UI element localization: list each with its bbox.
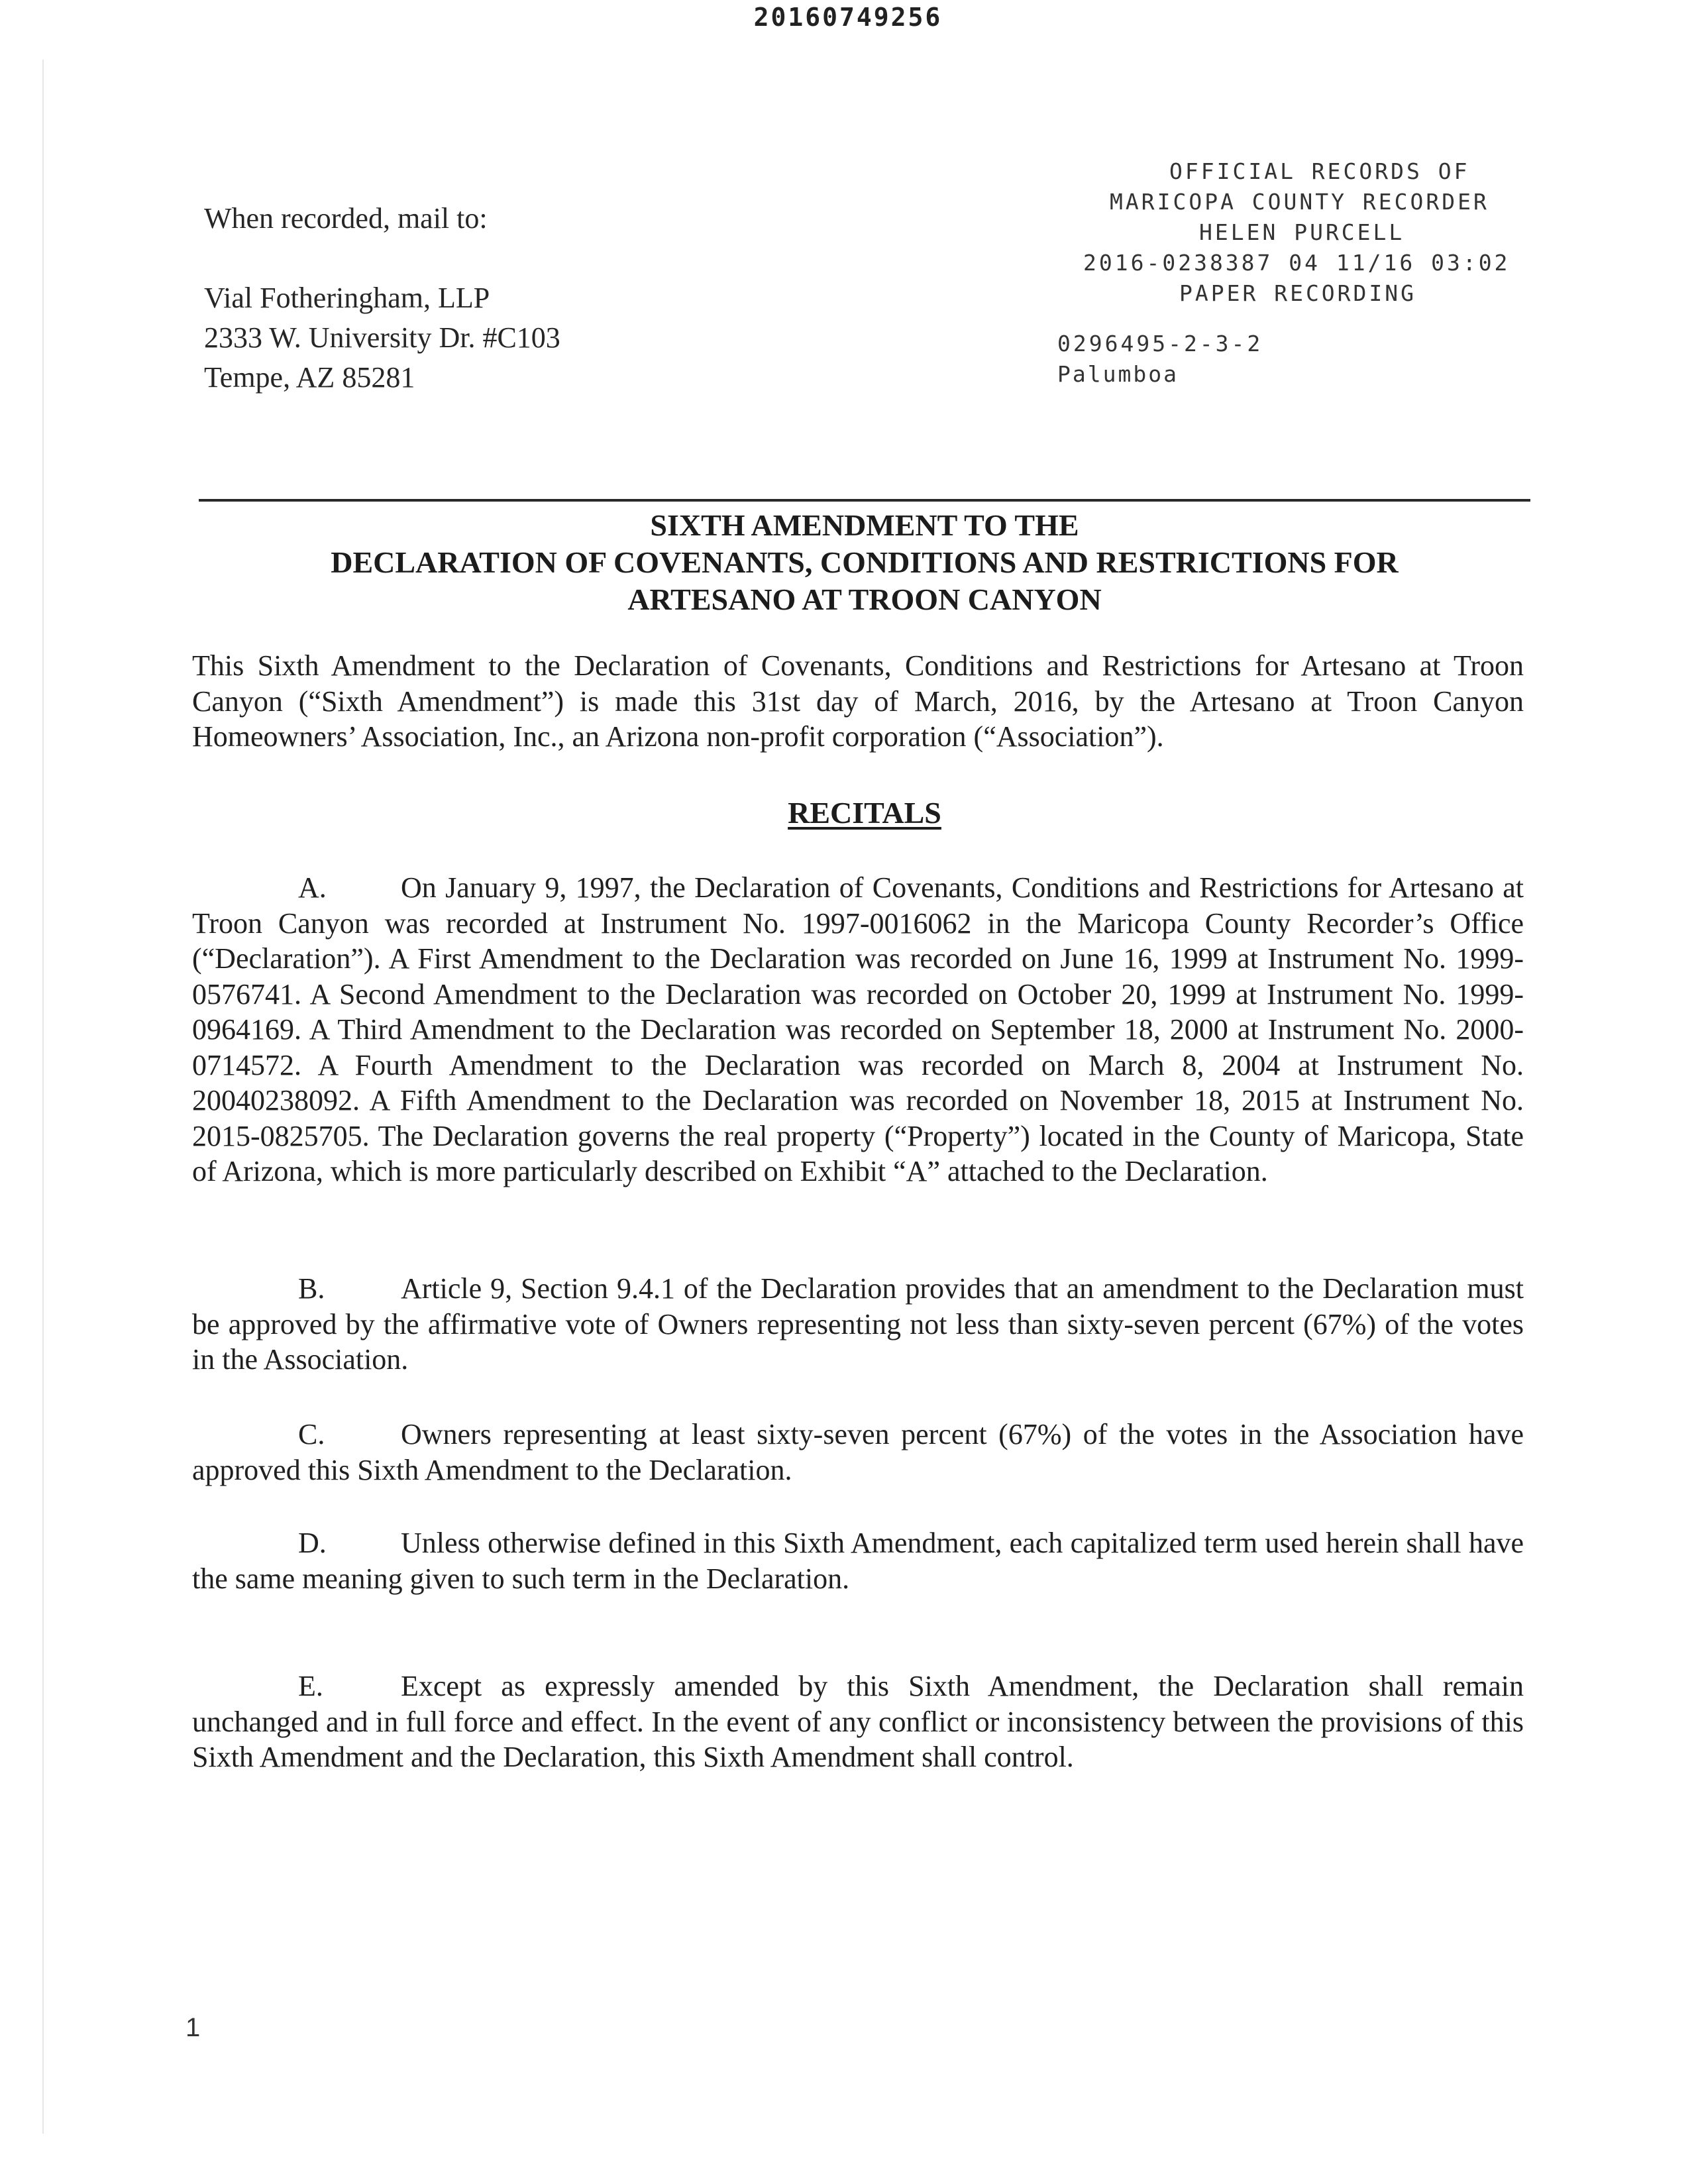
document-title: [199, 507, 1530, 618]
stamp-line-paper: PAPER RECORDING: [1179, 280, 1417, 306]
recital-marker: E.: [298, 1670, 323, 1702]
recital-a: [192, 870, 1524, 1189]
recorder-stamp: [1053, 156, 1557, 390]
recital-marker: B.: [298, 1272, 325, 1305]
intro-paragraph: This Sixth Amendment to the Declaration of Covenants, Conditions and Restrictions for Artesano at Troon Canyon (“Sixth Amendment”) is made this 31st day of March, 2016, by the Artesano at Troon Canyon Homeowners’ Association, Inc., an Arizona non-profit corporation (“Association”).: [192, 649, 1524, 753]
page-number: 1: [186, 2013, 201, 2042]
recital-e: [192, 1668, 1524, 1775]
mail-to-label: When recorded, mail to:: [204, 202, 488, 235]
mail-to-name: Vial Fotheringham, LLP: [204, 282, 490, 314]
stamp-line-recorder-name: HELEN PURCELL: [1199, 219, 1405, 245]
title-rule: [199, 499, 1530, 502]
recital-marker: A.: [298, 871, 327, 904]
document-number: 20160749256: [753, 3, 943, 32]
title-line-3: ARTESANO AT TROON CANYON: [627, 582, 1102, 616]
recital-marker: C.: [298, 1418, 325, 1450]
recital-marker: D.: [298, 1527, 327, 1559]
mail-to-street: 2333 W. University Dr. #C103: [204, 321, 560, 354]
title-line-2: DECLARATION OF COVENANTS, CONDITIONS AND RESTRICTIONS FOR: [331, 545, 1399, 579]
mail-to-block: [204, 199, 560, 398]
recital-text: Article 9, Section 9.4.1 of the Declaration provides that an amendment to the Declaration must be approved by the affirmative vote of Owners representing not less than sixty-seven percent (67%) of the votes in the Association.: [192, 1272, 1524, 1376]
recital-b: [192, 1271, 1524, 1378]
stamp-line-recorder: MARICOPA COUNTY RECORDER: [1110, 189, 1489, 215]
mail-to-city: Tempe, AZ 85281: [204, 361, 415, 394]
stamp-line-clerk: Palumboa: [1057, 361, 1179, 387]
stamp-line-code: 0296495-2-3-2: [1057, 331, 1263, 356]
scan-edge: [42, 60, 44, 2134]
recital-text: Except as expressly amended by this Sixth Amendment, the Declaration shall remain unchanged and in full force and effect. In the event of any conflict or inconsistency between the provisions of this Sixth Amendment and the Declaration, this Sixth Amendment shall control.: [192, 1670, 1524, 1773]
recital-d: [192, 1525, 1524, 1596]
stamp-line-instrument: 2016-0238387 04 11/16 03:02: [1083, 250, 1510, 276]
recital-c: [192, 1417, 1524, 1488]
title-line-1: SIXTH AMENDMENT TO THE: [650, 508, 1079, 542]
recital-text: Owners representing at least sixty-seven percent (67%) of the votes in the Association have approved this Sixth Amendment to the Declaration.: [192, 1418, 1524, 1486]
stamp-line-official: OFFICIAL RECORDS OF: [1169, 158, 1470, 184]
recital-text: On January 9, 1997, the Declaration of Covenants, Conditions and Restrictions for Artesano at Troon Canyon was recorded at Instrument No. 1997-0016062 in the Maricopa County Recorder’s Office (“Declaration”). A First Amendment to the Declaration was recorded on June 16, 1999 at Instrument No. 1999-0576741. A Second Amendment to the Declaration was recorded on October 20, 1999 at Instrument No. 1999-0964169. A Third Amendment to the Declaration was recorded on September 18, 2000 at Instrument No. 2000-0714572. A Fourth Amendment to the Declaration was recorded on March 8, 2004 at Instrument No. 20040238092. A Fifth Amendment to the Declaration was recorded on November 18, 2015 at Instrument No. 2015-0825705. The Declaration governs the real property (“Property”) located in the County of Maricopa, State of Arizona, which is more particularly described on Exhibit “A” attached to the Declaration.: [192, 871, 1524, 1187]
recitals-heading: RECITALS: [788, 796, 941, 830]
recital-text: Unless otherwise defined in this Sixth Amendment, each capitalized term used herein shall have the same meaning given to such term in the Declaration.: [192, 1527, 1524, 1595]
